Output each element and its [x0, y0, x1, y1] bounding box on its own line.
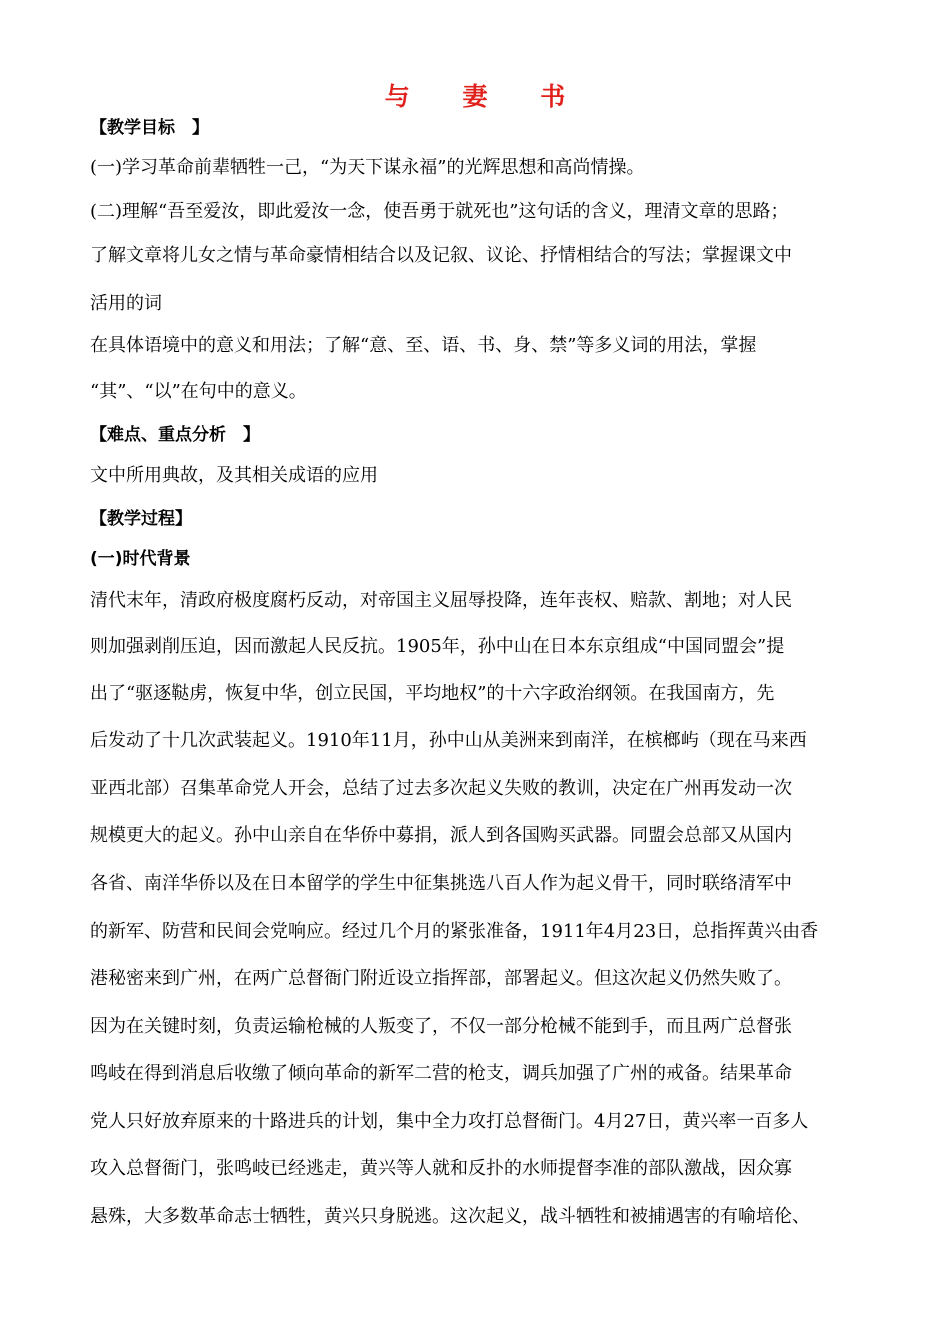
paragraph-line: 出了“驱逐鞑虏，恢复中华，创立民国，平均地权”的十六字政治纲领。在我国南方，先 — [90, 683, 775, 704]
paragraph-line: 文中所用典故，及其相关成语的应用 — [90, 465, 378, 486]
paragraph-line: 悬殊，大多数革命志士牺牲，黄兴只身脱逃。这次起义，战斗牺牲和被捕遇害的有喻培伦、 — [90, 1206, 810, 1227]
subsection-heading-background: (一)时代背景 — [90, 549, 191, 569]
paragraph-line: 的新军、防营和民间会党响应。经过几个月的紧张准备，1911年4月23日，总指挥黄兴由香 — [90, 921, 819, 942]
paragraph-line: 后发动了十几次武装起义。1910年11月，孙中山从美洲来到南洋，在槟榔屿（现在马来西 — [90, 730, 807, 751]
paragraph-line: 鸣岐在得到消息后收缴了倾向革命的新军二营的枪支，调兵加强了广州的戒备。结果革命 — [90, 1063, 792, 1084]
document-title: 与 妻 书 — [384, 82, 588, 111]
paragraph-line: 规模更大的起义。孙中山亲自在华侨中募捐，派人到各国购买武器。同盟会总部又从国内 — [90, 825, 792, 846]
paragraph-line: 港秘密来到广州，在两广总督衙门附近设立指挥部，部署起义。但这次起义仍然失败了。 — [90, 968, 792, 989]
paragraph-line: 清代末年，清政府极度腐朽反动，对帝国主义屈辱投降，连年丧权、赔款、割地；对人民 — [90, 590, 792, 611]
paragraph-line: (一)学习革命前辈牺牲一己，“为天下谋永福”的光辉思想和高尚情操。 — [90, 157, 645, 178]
paragraph-line: 在具体语境中的意义和用法；了解“意、至、语、书、身、禁”等多义词的用法，掌握 — [90, 335, 757, 356]
paragraph-line: 活用的词 — [90, 293, 162, 314]
paragraph-line: 了解文章将儿女之情与革命豪情相结合以及记叙、议论、抒情相结合的写法；掌握课文中 — [90, 245, 792, 266]
paragraph-line: 各省、南洋华侨以及在日本留学的学生中征集挑选八百人作为起义骨干，同时联络清军中 — [90, 873, 792, 894]
section-heading-teaching-goals: 【教学目标 】 — [90, 118, 209, 138]
section-heading-difficulties: 【难点、重点分析 】 — [90, 425, 260, 445]
paragraph-line: 则加强剥削压迫，因而激起人民反抗。1905年，孙中山在日本东京组成“中国同盟会”提 — [90, 636, 785, 657]
paragraph-line: (二)理解“吾至爱汝，即此爱汝一念，使吾勇于就死也”这句话的含义，理清文章的思路； — [90, 201, 789, 222]
paragraph-line: 因为在关键时刻，负责运输枪械的人叛变了，不仅一部分枪械不能到手，而且两广总督张 — [90, 1016, 792, 1037]
section-heading-teaching-process: 【教学过程】 — [90, 509, 192, 529]
paragraph-line: “其”、“以”在句中的意义。 — [90, 381, 307, 402]
paragraph-line: 攻入总督衙门，张鸣岐已经逃走，黄兴等人就和反扑的水师提督李准的部队激战，因众寡 — [90, 1158, 792, 1179]
paragraph-line: 党人只好放弃原来的十路进兵的计划，集中全力攻打总督衙门。4月27日，黄兴率一百多人 — [90, 1111, 809, 1132]
paragraph-line: 亚西北部）召集革命党人开会，总结了过去多次起义失败的教训，决定在广州再发动一次 — [90, 778, 792, 799]
